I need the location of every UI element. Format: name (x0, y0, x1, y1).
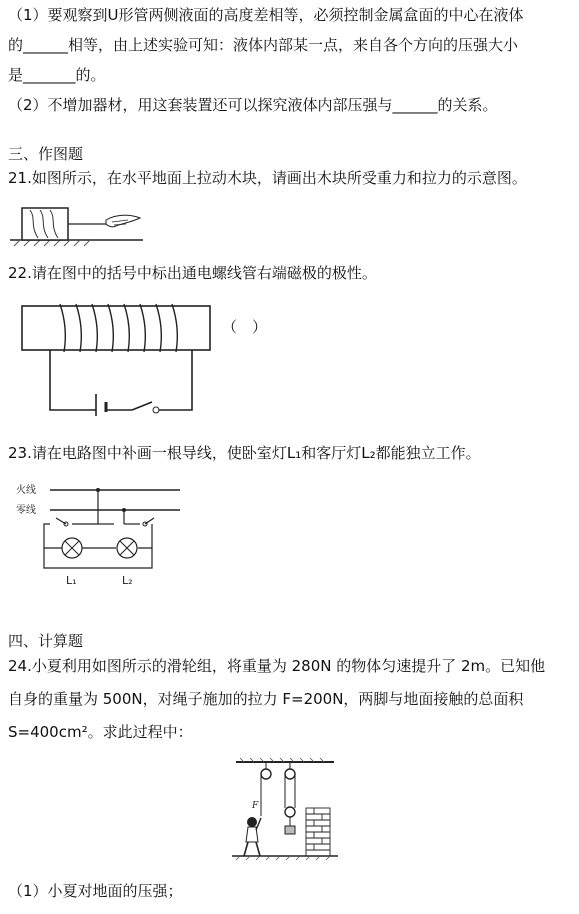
q24-figure (230, 758, 342, 862)
q23-lamp2-label: L₂ (122, 574, 133, 587)
q24-line1: 24.小夏利用如图所示的滑轮组，将重量为 280N 的物体匀速提升了 2m。已知他 (8, 657, 546, 675)
q23-neutral-label: 零线 (16, 505, 36, 516)
q24-line3: S=400cm²。求此过程中： (8, 723, 193, 741)
q20-line1: （1）要观察到U形管两侧液面的高度差相等，必须控制金属盒面的中心在液体 (8, 6, 524, 24)
q24-line2: 自身的重量为 500N，对绳子施加的拉力 F=200N，两脚与地面接触的总面积 (8, 690, 524, 708)
q24-force-label: F (252, 801, 259, 811)
q20-line3: 是_______的。 (8, 66, 106, 84)
q21-figure (8, 200, 158, 248)
q23-text: 23.请在电路图中补画一根导线，使卧室灯L₁和客厅灯L₂都能独立工作。 (8, 444, 481, 462)
q20-line4: （2）不增加器材，用这套装置还可以探究液体内部压强与______的关系。 (8, 96, 498, 114)
q22-bracket: （ ） (222, 318, 268, 336)
section3-title: 三、作图题 (8, 145, 84, 163)
q22-figure (20, 298, 220, 416)
q23-figure (14, 478, 194, 590)
q23-fire-label: 火线 (16, 485, 36, 496)
q21-text: 21.如图所示，在水平地面上拉动木块，请画出木块所受重力和拉力的示意图。 (8, 169, 527, 187)
q24-sub1: （1）小夏对地面的压强； (8, 882, 183, 900)
section4-title: 四、计算题 (8, 632, 84, 650)
q23-lamp1-label: L₁ (66, 574, 77, 587)
q20-line2: 的______相等，由上述实验可知：液体内部某一点，来自各个方向的压强大小 (8, 36, 519, 54)
q22-text: 22.请在图中的括号中标出通电螺线管右端磁极的极性。 (8, 264, 377, 282)
